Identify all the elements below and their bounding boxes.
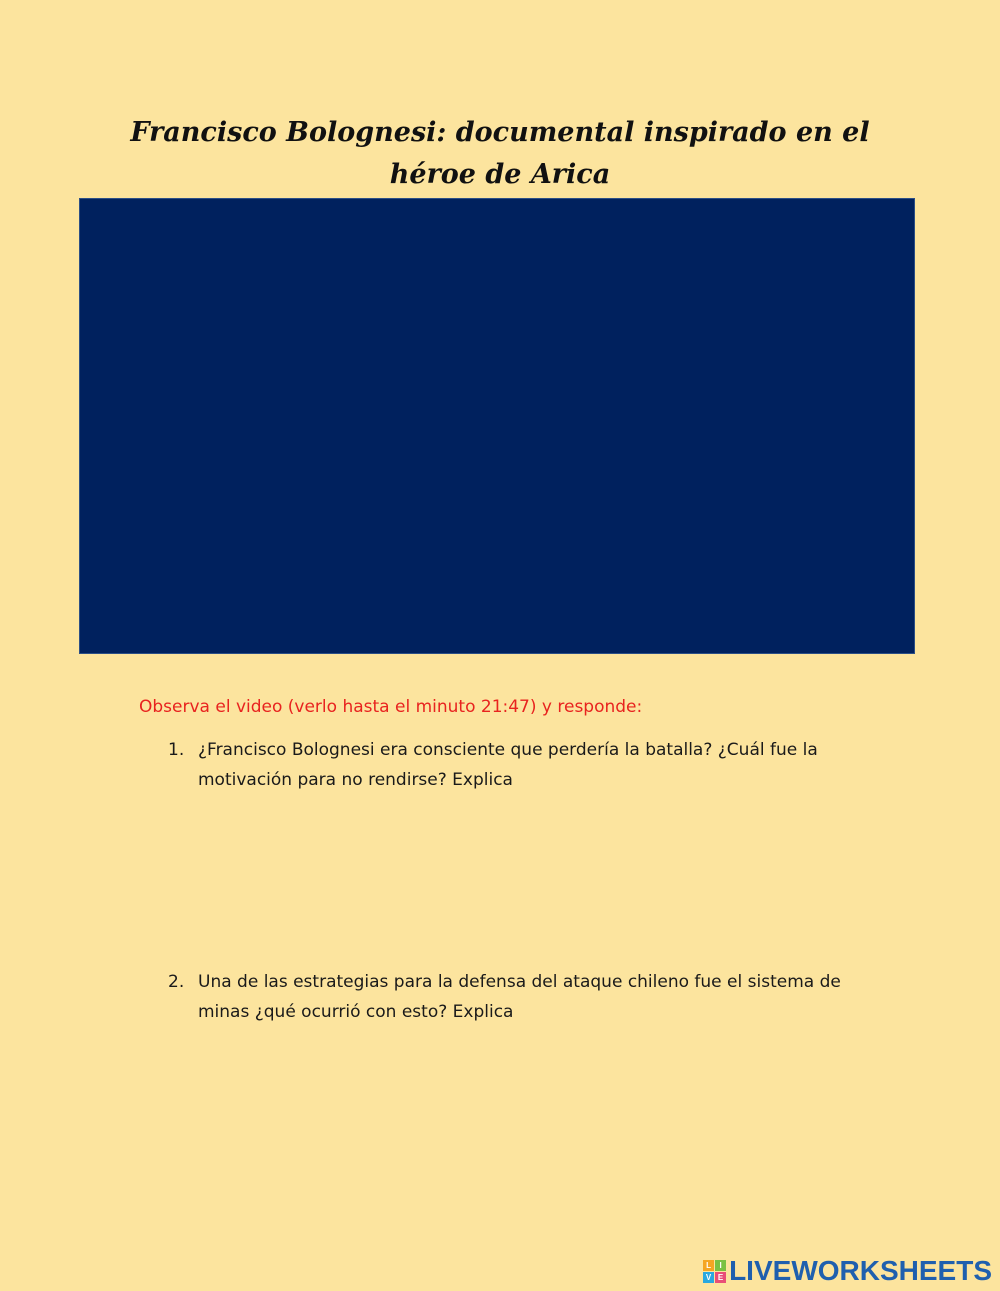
question-item [168,967,868,1027]
logo-letter: L [703,1260,714,1271]
brand-name: LIVEWORKSHEETS [729,1255,992,1286]
question-number: 1. [168,740,185,760]
question-text: ¿Francisco Bolognesi era consciente que perdería la batalla? ¿Cuál fue la motivación para no rendirse? Explica [198,740,818,790]
question-item [168,735,868,795]
liveworksheets-brand [703,1254,992,1288]
logo-letter: E [715,1272,726,1283]
video-player[interactable] [79,198,915,654]
liveworksheets-logo-icon [703,1260,726,1283]
instruction-text: Observa el video (verlo hasta el minuto 21:47) y responde: [139,697,643,717]
logo-letter: V [703,1272,714,1283]
question-number: 2. [168,972,185,992]
page-title: Francisco Bolognesi: documental inspirado en el héroe de Arica [130,117,870,190]
logo-letter: I [715,1260,726,1271]
question-text: Una de las estrategias para la defensa del ataque chileno fue el sistema de minas ¿qué ocurrió con esto? Explica [198,972,841,1022]
